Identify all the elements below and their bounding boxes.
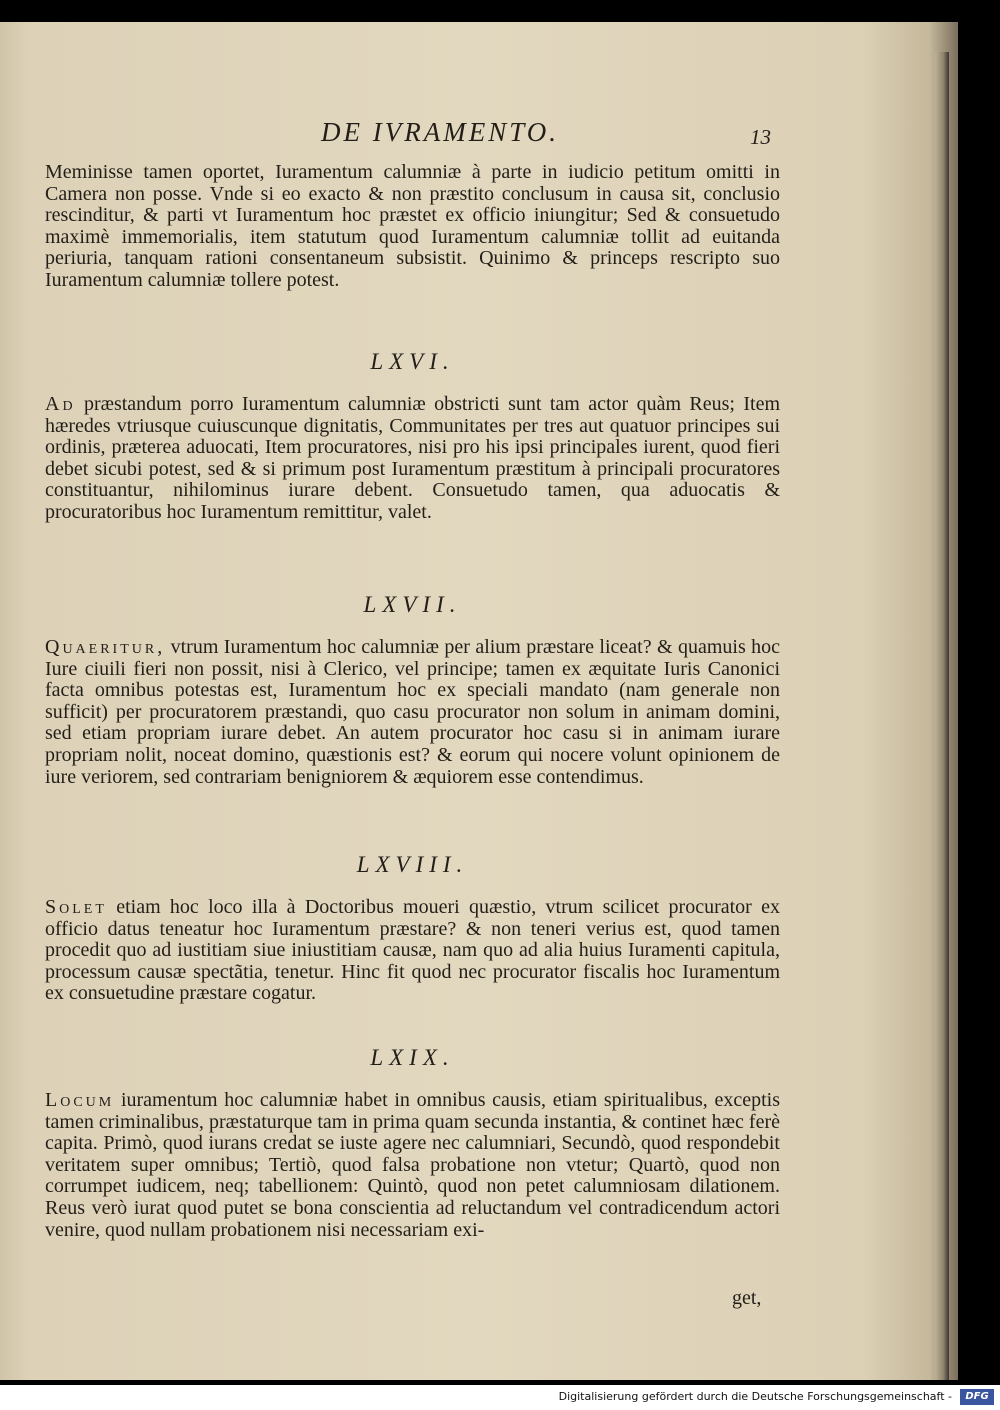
paragraph-body: præstandum porro Iuramentum calumniæ obstricti sunt tam actor quàm Reus; Item hæredes vtriusque cuiuscunque dignitatis, Communitates per tres aut quatuor principes sui ordinis, præterea aduocati, Item procuratores, nisi pro his ipsi principales iurent, quod fieri debet sicubi potest, sed & si primum post Iuramentum præstitum à principali procuratores constituantur, nihilominus iurare debent. Consuetudo tamen, qua aduocatis & procuratoribus hoc Iuramentum remittitur, valet. — [45, 393, 781, 523]
catchword: get, — [732, 1287, 762, 1309]
page-edge — [935, 52, 949, 1380]
paragraph-body: vtrum Iuramentum hoc calumniæ per alium præstare liceat? & quamuis hoc Iure ciuili fieri non possit, nisi à Clerico, vel principe; tamen ex æquitate Iuris Canonici facta omnibus potestas est, Iuramentum hoc ex speciali mandato (nam generale non sufficit) per procuratorem præstandi, quo casu procurator non solum in animam domini, sed etiam propriam iurare debet. An autem procurator hoc casu si in animam iurare propriam nolit, noceat domino, quæstionis est? & eorum qui nocere volunt opinionem de iure veriorem, sed contrariam benigniorem & æquiorem esse contendimus. — [45, 636, 780, 788]
paragraph-body: etiam hoc loco illa à Doctoribus moueri quæstio, vtrum scilicet procurator ex officio datus teneatur hoc Iuramentum præstare? & non teneri verius est, quod tamen procedit quo ad iustitiam siue iniustitiam causæ, nam quo ad alia huius Iuramenti capitula, processum causæ spectãtia, tenetur. Hinc fit quod nec procurator fiscalis hoc Iuramentum ex consuetudine præstare cogatur. — [45, 896, 781, 1005]
section-heading-67: LXVII. — [363, 592, 462, 617]
running-head: DE IVRAMENTO. — [321, 117, 559, 147]
footer-bar — [0, 1385, 1000, 1410]
section-heading-68: LXVIII. — [356, 852, 469, 877]
paragraph-initial: Ad — [45, 393, 76, 415]
section-heading-69: LXIX. — [370, 1045, 455, 1070]
paragraph-initial: Locum — [45, 1089, 115, 1111]
paragraph-initial: Quaeritur, — [45, 636, 166, 658]
paragraph-intro: Meminisse tamen oportet, Iuramentum calumniæ à parte in iudicio petitum omitti in Camera non posse. Vnde si eo exacto & non præstito conclusum in causa sit, conclusio rescinditur, & parti vt Iuramentum hoc præstet ex officio iniungitur; Sed & consuetudo maximè immemorialis, item statutum quod Iuramentum calumniæ tollit ad euitanda periuria, tanquam rationi consentaneum subsistit. Quinimo & princeps rescripto suo Iuramentum calumniæ tollere potest. — [45, 161, 780, 291]
paragraph-68 — [45, 897, 780, 1005]
dfg-logo: DFG — [960, 1389, 994, 1405]
paragraph-69 — [45, 1090, 780, 1241]
book-page — [0, 22, 958, 1380]
page-number: 13 — [750, 125, 771, 149]
paragraph-66 — [45, 394, 780, 524]
paragraph-body: iuramentum hoc calumniæ habet in omnibus causis, etiam spiritualibus, exceptis tamen criminalibus, præstaturque tam in prima quam secunda instantia, & continet hæc ferè capita. Primò, quod iurans credat se iuste agere nec calumniari, Secundò, quod respondebit veritatem super omnibus; Tertiò, quod falsa probatione non vtetur; Quartò, quod non corrumpet iudicem, neq; tabellionem: Quintò, quod non petet calumniosam dilationem. Reus verò iurat quod putet se bona conscientia ad reluctandum vel contradicendum actori venire, quod nullam probationem nisi necessariam exi- — [45, 1089, 780, 1241]
funding-credit: Digitalisierung gefördert durch die Deutsche Forschungsgemeinschaft - — [558, 1390, 952, 1403]
paragraph-initial: Solet — [45, 896, 107, 918]
section-heading-66: LXVI. — [370, 349, 455, 374]
paragraph-67 — [45, 637, 780, 788]
